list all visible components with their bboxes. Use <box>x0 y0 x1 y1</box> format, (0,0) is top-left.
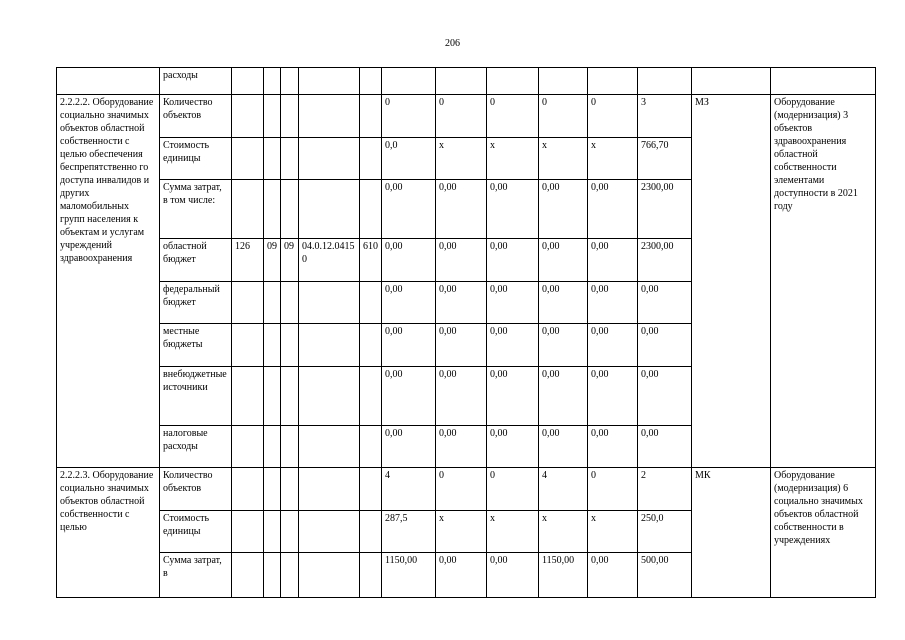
grbs-cell <box>232 282 264 324</box>
value-cell: 0,00 <box>539 367 588 426</box>
value-cell: 0,00 <box>588 367 638 426</box>
vr-cell <box>360 324 382 367</box>
value-cell: х <box>487 138 539 180</box>
rz-cell <box>264 367 281 426</box>
vr-cell <box>360 180 382 239</box>
row-label: областной бюджет <box>160 239 232 282</box>
value-cell: 0,00 <box>638 367 692 426</box>
value-cell: х <box>436 511 487 553</box>
value-cell: х <box>436 138 487 180</box>
vr-cell <box>360 426 382 468</box>
value-cell: 0,00 <box>382 367 436 426</box>
pr-cell <box>281 180 299 239</box>
value-cell: 0 <box>436 468 487 511</box>
value-cell: 0,00 <box>436 239 487 282</box>
value-cell: 0,00 <box>436 367 487 426</box>
table-row <box>57 68 876 95</box>
value-cell: х <box>539 138 588 180</box>
value-cell: 0,00 <box>539 324 588 367</box>
value-cell: 0 <box>539 95 588 138</box>
row-label: местные бюджеты <box>160 324 232 367</box>
value-cell: 0,00 <box>382 239 436 282</box>
vr-cell <box>360 367 382 426</box>
pr-cell <box>281 138 299 180</box>
value-cell: 287,5 <box>382 511 436 553</box>
csr-cell <box>299 180 360 239</box>
value-cell: 0,00 <box>436 324 487 367</box>
rz-cell <box>264 95 281 138</box>
csr-cell <box>299 426 360 468</box>
grbs-cell <box>232 180 264 239</box>
csr-cell <box>299 138 360 180</box>
value-cell: 500,00 <box>638 553 692 598</box>
value-cell: 0 <box>382 95 436 138</box>
value-cell: 0,00 <box>436 180 487 239</box>
value-cell: 0,00 <box>588 180 638 239</box>
value-cell: 0,00 <box>436 553 487 598</box>
value-cell: 250,0 <box>638 511 692 553</box>
value-cell: 0,00 <box>382 282 436 324</box>
value-cell: 0,00 <box>588 239 638 282</box>
value-cell: 0 <box>436 95 487 138</box>
value-cell: 0,00 <box>487 324 539 367</box>
pr-cell: 09 <box>281 239 299 282</box>
value-cell: 0,00 <box>539 426 588 468</box>
value-cell: 0,00 <box>638 324 692 367</box>
pr-cell <box>281 95 299 138</box>
rz-cell <box>264 180 281 239</box>
csr-cell: 04.0.12.04150 <box>299 239 360 282</box>
value-cell: 4 <box>539 468 588 511</box>
value-cell: 0,0 <box>382 138 436 180</box>
csr-cell <box>299 95 360 138</box>
grbs-cell <box>232 95 264 138</box>
row-label: Стоимость единицы <box>160 138 232 180</box>
value-cell: 4 <box>382 468 436 511</box>
value-cell: 0,00 <box>539 282 588 324</box>
result-cell: Оборудование (модернизация) 6 социально значимых объектов областной собственности в учреждениях <box>771 468 876 598</box>
measure-title: 2.2.2.2. Оборудование социально значимых объектов областной собственности с целью обеспечения беспрепятственно го доступа инвалидов и других маломобильных групп населения к объектам и услугам учреждений здравоохранения <box>57 95 160 468</box>
value-cell: 0,00 <box>436 282 487 324</box>
value-cell: 766,70 <box>638 138 692 180</box>
row-label: Количество объектов <box>160 95 232 138</box>
grbs-cell <box>232 426 264 468</box>
row-label: Сумма затрат, в том числе: <box>160 180 232 239</box>
value-cell: 0,00 <box>382 324 436 367</box>
value-cell: 0,00 <box>382 180 436 239</box>
value-cell: 0,00 <box>588 282 638 324</box>
value-cell: 0,00 <box>487 239 539 282</box>
value-cell: х <box>487 511 539 553</box>
vr-cell <box>360 282 382 324</box>
value-cell: х <box>588 511 638 553</box>
rz-cell <box>264 324 281 367</box>
vr-cell <box>360 95 382 138</box>
measure-title: 2.2.2.3. Оборудование социально значимых объектов областной собственности с целью <box>57 468 160 598</box>
csr-cell <box>299 282 360 324</box>
grbs-cell <box>232 324 264 367</box>
value-cell: х <box>539 511 588 553</box>
value-cell: 1150,00 <box>539 553 588 598</box>
grbs-cell <box>232 367 264 426</box>
value-cell: 0,00 <box>588 324 638 367</box>
value-cell: 2300,00 <box>638 239 692 282</box>
value-cell: 0,00 <box>487 367 539 426</box>
value-cell: 0 <box>487 95 539 138</box>
value-cell: 0,00 <box>588 553 638 598</box>
rz-cell <box>264 282 281 324</box>
executor-cell: МК <box>692 468 771 598</box>
value-cell: 2 <box>638 468 692 511</box>
value-cell: 0,00 <box>638 426 692 468</box>
value-cell: 0,00 <box>588 426 638 468</box>
csr-cell <box>299 367 360 426</box>
value-cell: 0 <box>487 468 539 511</box>
value-cell: 0,00 <box>487 180 539 239</box>
value-cell: 0 <box>588 468 638 511</box>
page-number: 206 <box>445 38 460 49</box>
vr-cell: 610 <box>360 239 382 282</box>
row-label: Стоимость единицы <box>160 511 232 553</box>
pr-cell <box>281 426 299 468</box>
rz-cell <box>264 426 281 468</box>
value-cell: х <box>588 138 638 180</box>
result-cell: Оборудование (модернизация) 3 объектов здравоохранения областной собственности элементами доступности в 2021 году <box>771 95 876 468</box>
value-cell: 0,00 <box>382 426 436 468</box>
rz-cell <box>264 138 281 180</box>
vr-cell <box>360 138 382 180</box>
executor-cell: МЗ <box>692 95 771 468</box>
budget-table <box>56 67 876 598</box>
value-cell: 0,00 <box>487 426 539 468</box>
grbs-cell: 126 <box>232 239 264 282</box>
pr-cell <box>281 367 299 426</box>
value-cell: 1150,00 <box>382 553 436 598</box>
pr-cell <box>281 324 299 367</box>
csr-cell <box>299 324 360 367</box>
value-cell: 0,00 <box>539 239 588 282</box>
value-cell: 2300,00 <box>638 180 692 239</box>
value-cell: 0,00 <box>487 553 539 598</box>
value-cell: 0,00 <box>539 180 588 239</box>
value-cell: 0 <box>588 95 638 138</box>
rz-cell: 09 <box>264 239 281 282</box>
value-cell: 0,00 <box>436 426 487 468</box>
pr-cell <box>281 282 299 324</box>
row-label: Сумма затрат, в <box>160 553 232 598</box>
table-row <box>57 95 876 138</box>
value-cell: 0,00 <box>487 282 539 324</box>
grbs-cell <box>232 138 264 180</box>
value-cell: 0,00 <box>638 282 692 324</box>
row-label: налоговые расходы <box>160 426 232 468</box>
value-cell: 3 <box>638 95 692 138</box>
table-row <box>57 468 876 511</box>
row-label: внебюджетные источники <box>160 367 232 426</box>
row-label: федеральный бюджет <box>160 282 232 324</box>
row-label: расходы <box>160 68 232 95</box>
row-label: Количество объектов <box>160 468 232 511</box>
